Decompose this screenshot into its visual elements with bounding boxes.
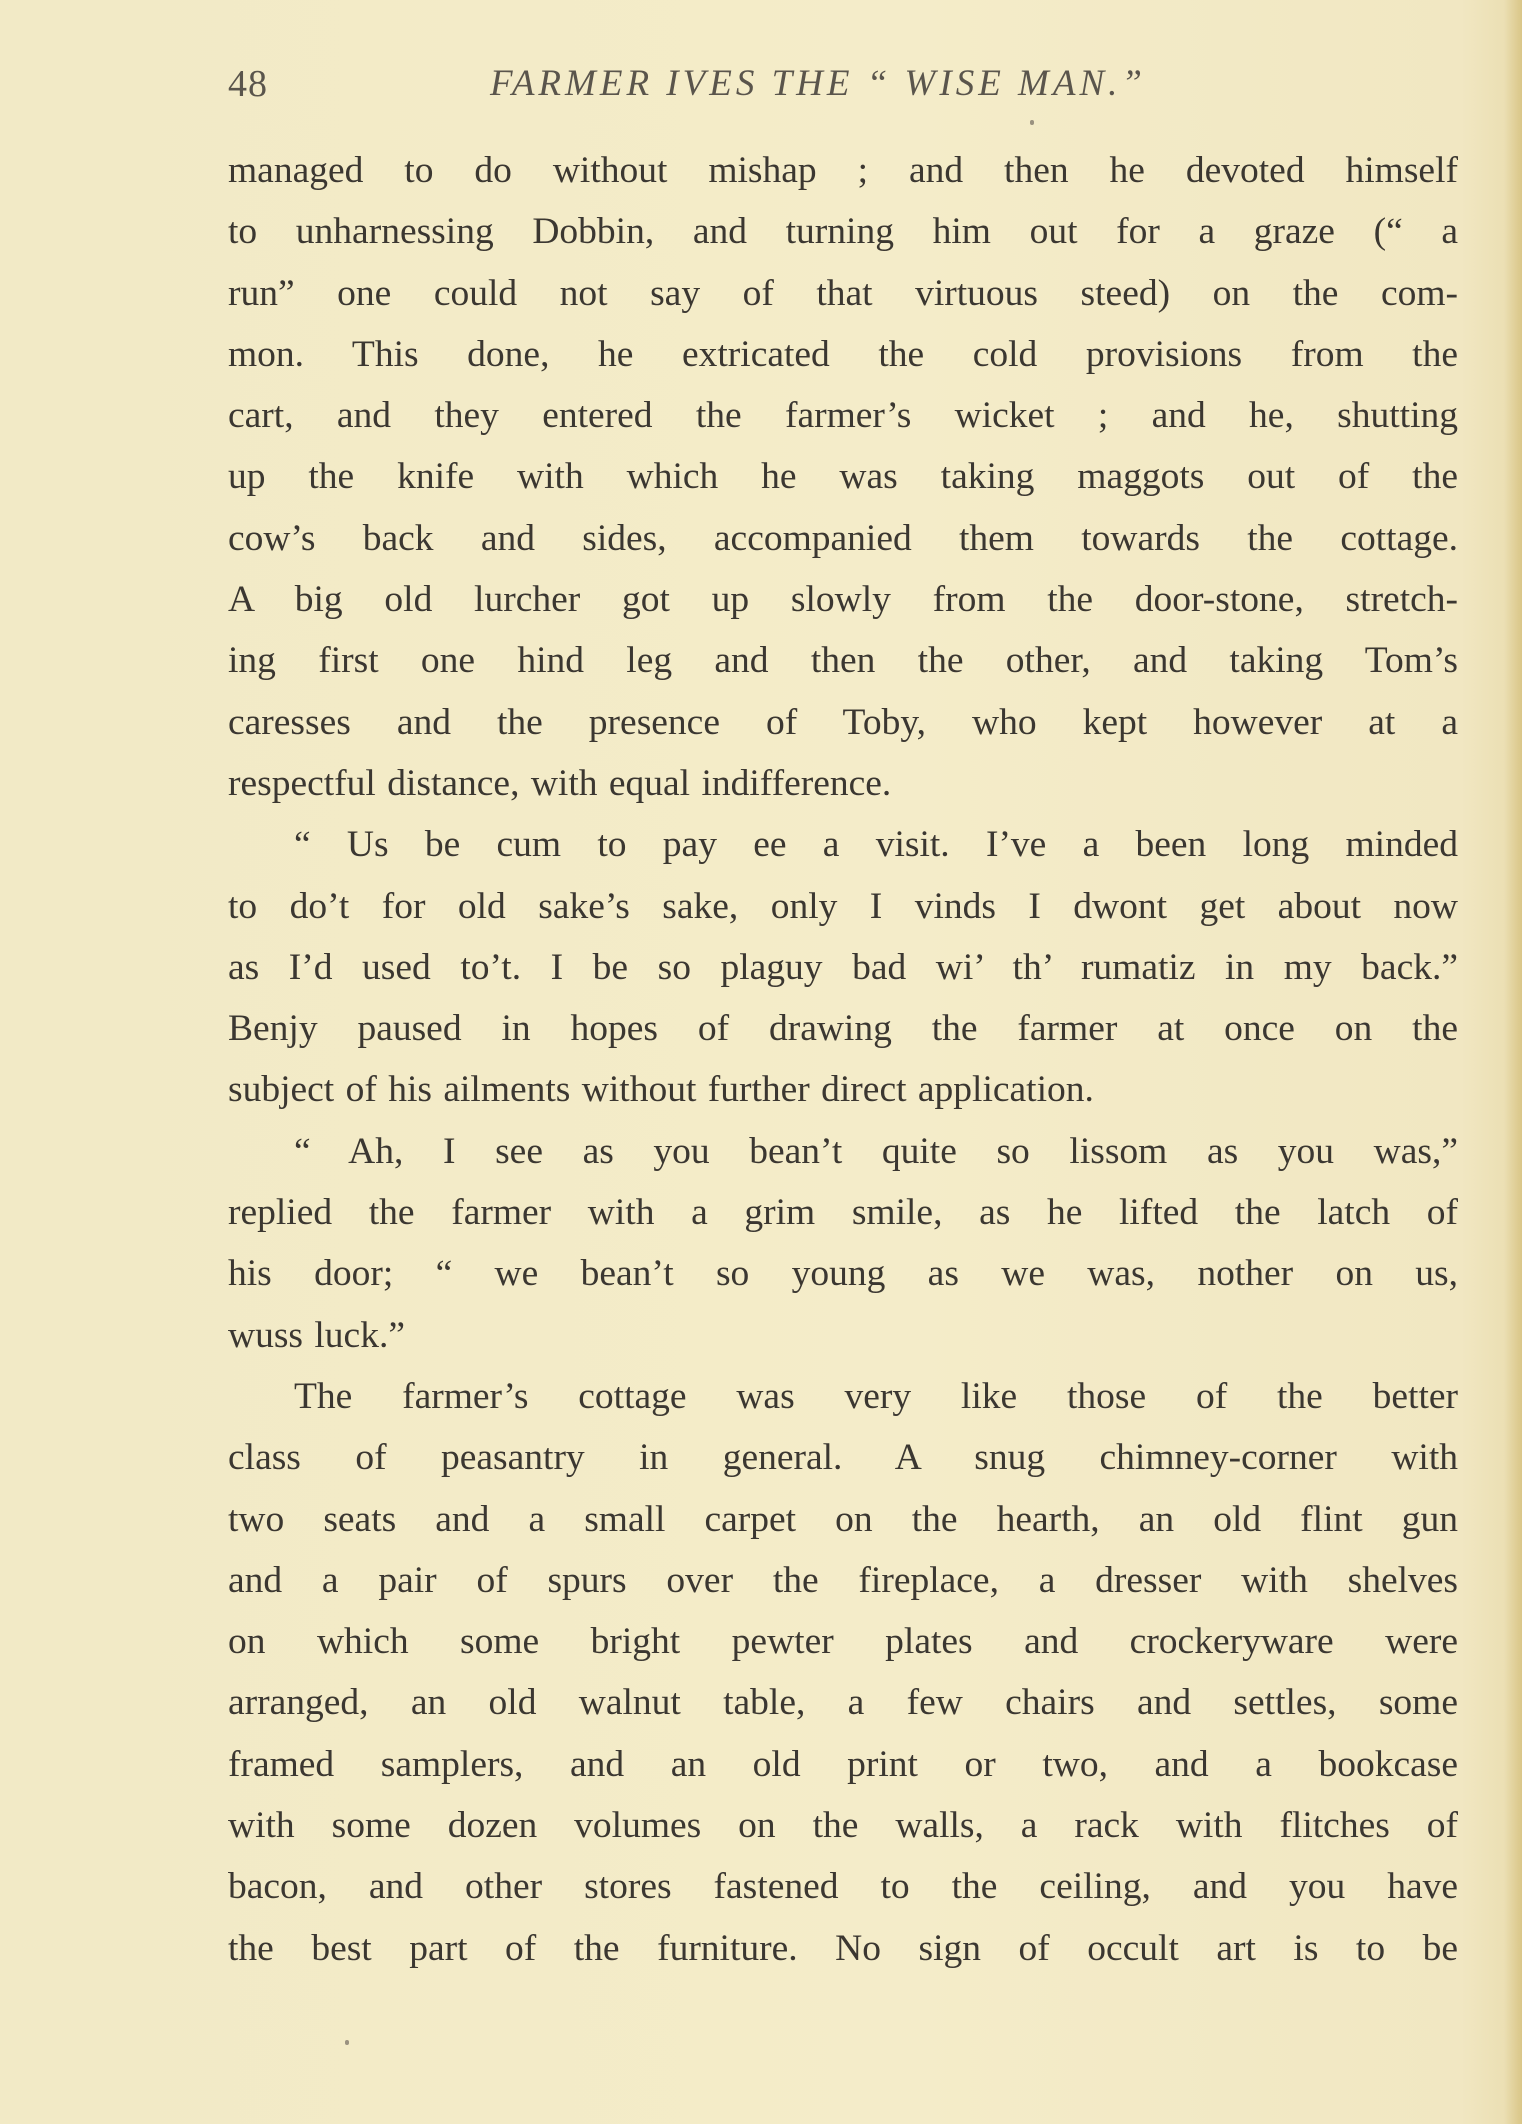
text-line: replied the farmer with a grim smile, as he lifted the latch of [228, 1192, 1458, 1234]
text-line: “ Us be cum to pay ee a visit. I’ve a been long minded [294, 824, 1458, 866]
text-line: the best part of the furniture. No sign of occult art is to be [228, 1927, 1458, 1969]
text-line: up the knife with which he was taking maggots out of the [228, 456, 1458, 498]
text-line: as I’d used to’t. I be so plaguy bad wi’ th’ rumatiz in my back.” [228, 946, 1458, 988]
text-line: on which some bright pewter plates and crockeryware were [228, 1621, 1458, 1663]
text-line: The farmer’s cottage was very like those of the better [294, 1375, 1458, 1417]
text-line: wuss luck.” [228, 1314, 405, 1356]
paper-speck [1030, 120, 1034, 125]
text-line: run” one could not say of that virtuous steed) on the com- [228, 272, 1458, 314]
text-line: his door; “ we bean’t so young as we was, nother on us, [228, 1253, 1458, 1295]
text-line: subject of his ailments without further direct application. [228, 1069, 1094, 1111]
text-line: class of peasantry in general. A snug chimney-corner with [228, 1437, 1458, 1479]
text-line: A big old lurcher got up slowly from the door-stone, stretch- [228, 579, 1458, 621]
text-line: respectful distance, with equal indifference. [228, 762, 892, 804]
text-line: ing first one hind leg and then the other, and taking Tom’s [228, 640, 1458, 682]
body-text [228, 140, 1458, 1979]
text-line: arranged, an old walnut table, a few chairs and settles, some [228, 1682, 1458, 1724]
text-line: to unharnessing Dobbin, and turning him out for a graze (“ a [228, 211, 1458, 253]
page-header [228, 62, 1478, 122]
page-number: 48 [228, 63, 268, 105]
text-line: with some dozen volumes on the walls, a rack with flitches of [228, 1805, 1458, 1847]
text-line: and a pair of spurs over the fireplace, a dresser with shelves [228, 1559, 1458, 1601]
text-line: two seats and a small carpet on the hearth, an old flint gun [228, 1498, 1458, 1540]
text-line: Benjy paused in hopes of drawing the farmer at once on the [228, 1008, 1458, 1050]
page-edge-shadow [1504, 0, 1522, 2124]
paper-speck [345, 2040, 349, 2045]
text-line: mon. This done, he extricated the cold provisions from the [228, 333, 1458, 375]
text-line: “ Ah, I see as you bean’t quite so lissom as you was,” [294, 1130, 1458, 1172]
text-line: cow’s back and sides, accompanied them towards the cottage. [228, 517, 1458, 559]
text-line: managed to do without mishap ; and then he devoted himself [228, 150, 1458, 191]
text-line: caresses and the presence of Toby, who kept however at a [228, 701, 1458, 743]
text-line: to do’t for old sake’s sake, only I vinds I dwont get about now [228, 885, 1458, 927]
running-title: FARMER IVES THE “ WISE MAN.” [490, 63, 1146, 104]
text-line: cart, and they entered the farmer’s wicket ; and he, shutting [228, 395, 1458, 437]
text-line: bacon, and other stores fastened to the ceiling, and you have [228, 1866, 1458, 1908]
text-line: framed samplers, and an old print or two, and a bookcase [228, 1743, 1458, 1785]
